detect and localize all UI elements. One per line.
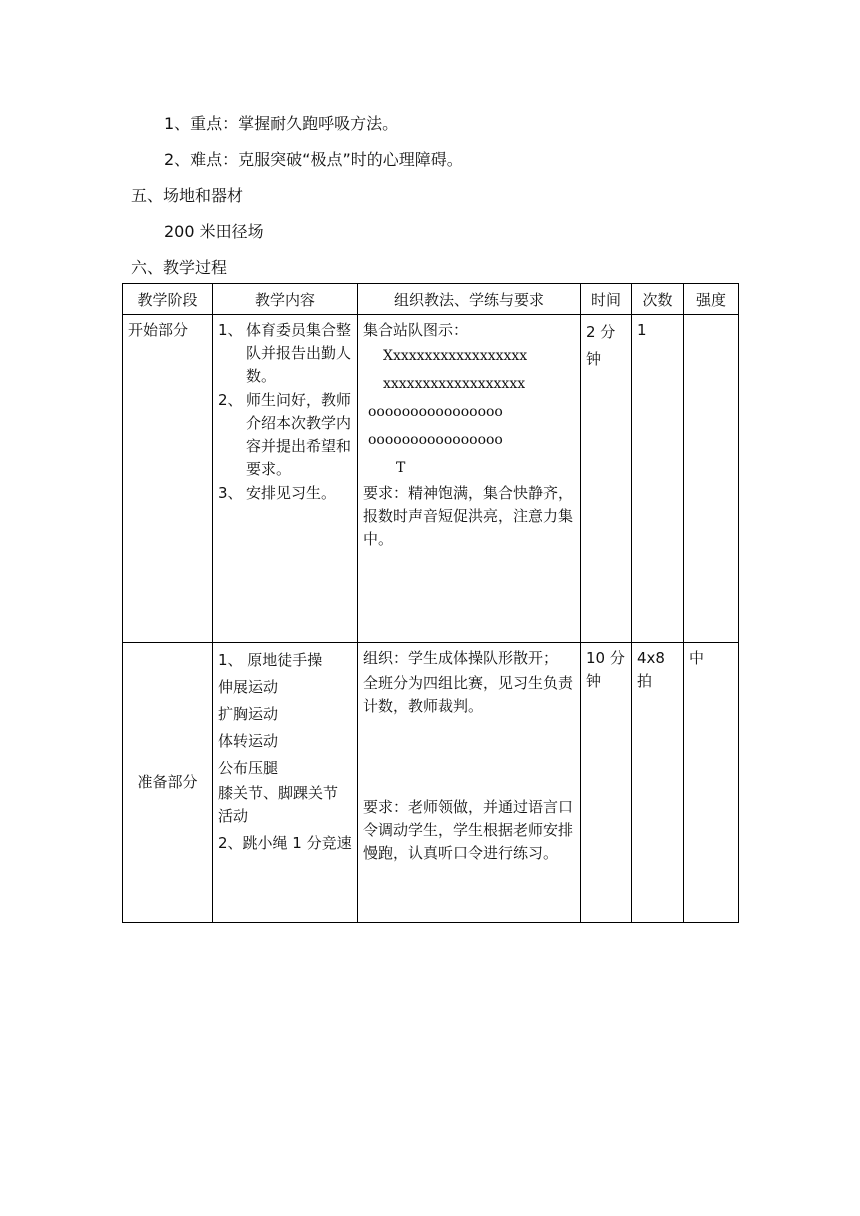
teacher-marker: T	[396, 460, 406, 476]
time-value: 2 分钟	[586, 323, 616, 368]
intensity-cell	[684, 315, 739, 643]
list-item	[218, 482, 352, 505]
list-item: 体转运动	[218, 732, 279, 750]
stage-cell	[123, 643, 213, 923]
list-item: 膝关节、脚踝关节活动	[218, 784, 339, 825]
formation-line: oooooooooooooooo	[368, 432, 503, 448]
header-count: 次数	[632, 284, 684, 315]
time-cell	[581, 643, 632, 923]
formation-title: 集合站队图示：	[363, 321, 469, 339]
method-cell	[358, 315, 581, 643]
list-item: 2、跳小绳 1 分竞速	[218, 834, 352, 852]
header-time: 时间	[581, 284, 632, 315]
header-intensity: 强度	[684, 284, 739, 315]
item-number: 1、	[218, 321, 243, 339]
method-cell	[358, 643, 581, 923]
item-number: 3、	[218, 484, 243, 502]
list-item: 1、 原地徒手操	[218, 651, 323, 669]
content-cell	[213, 643, 358, 923]
section-six-heading: 六、教学过程	[131, 258, 228, 277]
intensity-cell	[684, 643, 739, 923]
requirement-text: 要求：精神饱满，集合快静齐，报数时声音短促洪亮，注意力集中。	[363, 484, 574, 548]
difficulty-text: 2、难点：克服突破“极点”时的心理障碍。	[164, 150, 463, 169]
stage-cell	[123, 315, 213, 643]
time-cell	[581, 315, 632, 643]
list-item: 伸展运动	[218, 678, 279, 696]
organization-text: 组织：学生成体操队形散开；	[363, 649, 559, 667]
item-text: 师生问好，教师介绍本次教学内容并提出希望和要求。	[246, 391, 352, 478]
table-row	[123, 315, 739, 643]
stage-label: 准备部分	[137, 773, 198, 791]
section-five-heading: 五、场地和器材	[131, 186, 244, 205]
formation-line: Xxxxxxxxxxxxxxxxxx	[383, 348, 528, 364]
venue-text: 200 米田径场	[164, 222, 264, 241]
count-cell	[632, 315, 684, 643]
requirement-text: 要求：老师领做，并通过语言口令调动学生，学生根据老师安排慢跑，认真听口令进行练习。	[363, 798, 574, 862]
table-row	[123, 643, 739, 923]
list-item: 公布压腿	[218, 759, 279, 777]
header-content: 教学内容	[213, 284, 358, 315]
time-value: 10 分钟	[586, 649, 625, 690]
game-text: 全班分为四组比赛，见习生负责计数，教师裁判。	[363, 674, 574, 715]
list-item: 扩胸运动	[218, 705, 279, 723]
count-cell	[632, 643, 684, 923]
item-text: 体育委员集合整队并报告出勤人数。	[246, 321, 352, 385]
table-header-row	[123, 284, 739, 315]
teaching-process-table	[122, 283, 739, 923]
formation-line: oooooooooooooooo	[368, 404, 503, 420]
list-item	[218, 389, 352, 481]
header-method: 组织教法、学练与要求	[358, 284, 581, 315]
count-value: 1	[637, 321, 647, 339]
key-point-text: 1、重点：掌握耐久跑呼吸方法。	[164, 114, 399, 133]
content-cell	[213, 315, 358, 643]
item-text: 安排见习生。	[246, 484, 337, 502]
item-number: 2、	[218, 391, 243, 409]
count-value: 4x8 拍	[637, 649, 665, 690]
header-stage: 教学阶段	[123, 284, 213, 315]
intensity-value: 中	[689, 649, 705, 667]
intensity-value	[684, 315, 738, 323]
formation-line: xxxxxxxxxxxxxxxxxx	[383, 376, 526, 392]
list-item	[218, 319, 352, 388]
stage-label: 开始部分	[128, 321, 189, 339]
